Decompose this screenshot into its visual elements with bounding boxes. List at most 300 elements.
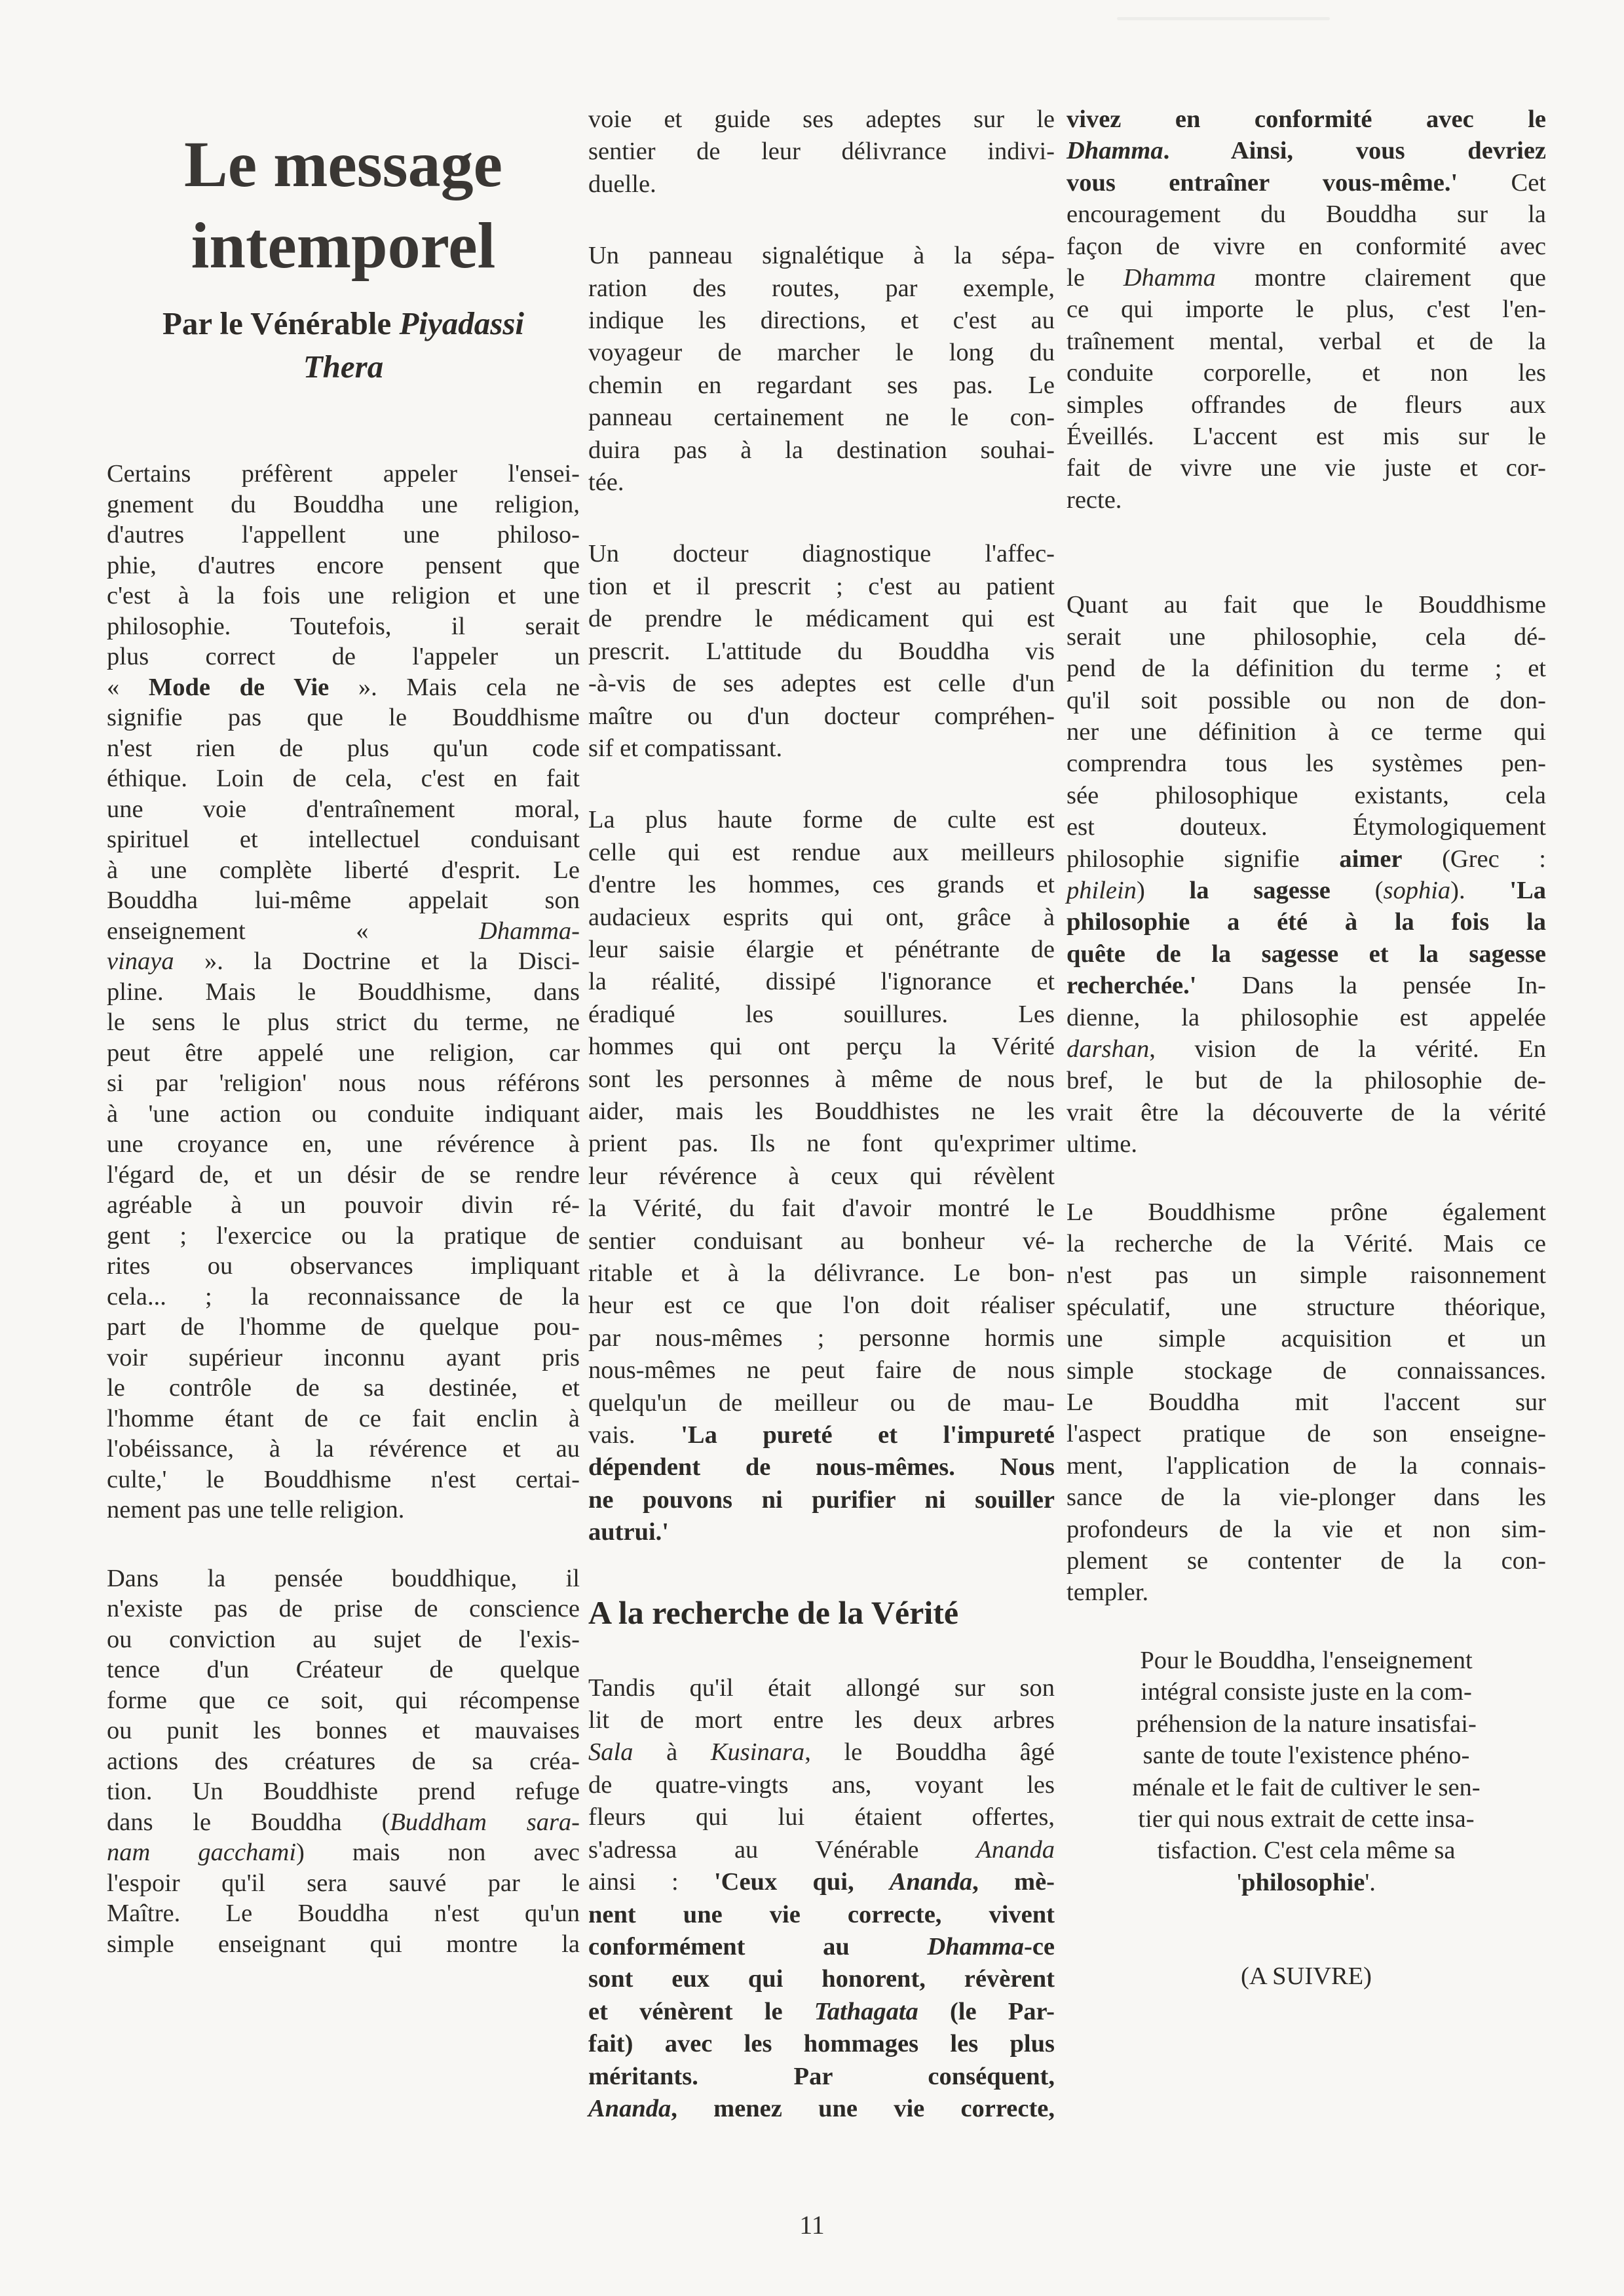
text-run: sont eux qui honorent, révèrent	[588, 1965, 1055, 1993]
text-line	[588, 1063, 1055, 1096]
text-line	[588, 1801, 1055, 1833]
paragraph	[588, 804, 1055, 1548]
text-run: phie, d'autres encore pensent que	[107, 551, 580, 579]
text-line	[588, 1996, 1055, 2028]
text-run: sophia	[1383, 876, 1451, 904]
text-line	[1067, 1033, 1546, 1065]
text-line	[588, 1257, 1055, 1290]
text-line	[1067, 1292, 1546, 1323]
text-line	[588, 1736, 1055, 1769]
text-line	[1067, 1355, 1546, 1387]
text-line	[588, 305, 1055, 337]
text-line	[107, 977, 580, 1008]
text-run: sentier de leur délivrance indivi-	[588, 138, 1055, 166]
text-line	[588, 2028, 1055, 2060]
text-run: de prendre le médicament qui est	[588, 605, 1055, 633]
text-line	[588, 2093, 1055, 2125]
text-line	[588, 1451, 1055, 1483]
text-run: Dhamma	[1123, 264, 1216, 292]
text-line	[1067, 1708, 1546, 1740]
text-line	[588, 1516, 1055, 1548]
text-line	[107, 1624, 580, 1655]
section-heading	[588, 1592, 1055, 1633]
text-run: conformément au	[588, 1932, 928, 1961]
text-line	[1067, 1450, 1546, 1482]
text-run: Dans la pensée bouddhique, il	[107, 1564, 580, 1592]
text-line	[107, 1868, 580, 1899]
text-run: templer.	[1067, 1578, 1149, 1607]
text-run: Un panneau signalétique à la sépa-	[588, 242, 1055, 270]
text-line	[1067, 906, 1546, 938]
text-run: quête de la sagesse et la sagesse	[1067, 940, 1546, 968]
text-line	[588, 1322, 1055, 1354]
text-run: heur est ce que l'on doit réaliser	[588, 1292, 1055, 1320]
text-run: éradiqué les souillures. Les	[588, 1000, 1055, 1028]
text-run: 'La pureté et l'impureté	[681, 1421, 1055, 1449]
text-line	[1067, 1323, 1546, 1354]
text-run: recherchée.'	[1067, 972, 1197, 1000]
text-line	[1067, 1128, 1546, 1160]
text-line	[107, 702, 580, 733]
text-run: si par 'religion' nous nous référons	[107, 1069, 580, 1097]
text-run: rites ou observances impliquant	[107, 1252, 580, 1280]
text-run: -ce	[1024, 1932, 1055, 1961]
text-run: n'est pas un simple raisonnement	[1067, 1261, 1546, 1290]
text-run: culte,' le Bouddhisme n'est certai-	[107, 1465, 580, 1493]
text-line	[588, 837, 1055, 869]
text-line	[588, 668, 1055, 700]
text-line	[588, 1931, 1055, 1963]
text-line	[107, 1655, 580, 1685]
text-run: préhension de la nature insatisfai-	[1136, 1710, 1477, 1738]
article-title-line	[107, 124, 580, 205]
text-line	[1067, 1259, 1546, 1291]
text-run: autrui.'	[588, 1518, 670, 1546]
text-line	[588, 168, 1055, 201]
text-run: «	[107, 673, 149, 701]
text-line	[588, 733, 1055, 765]
text-line	[1067, 167, 1546, 199]
text-run: Par le Vénérable	[162, 305, 400, 342]
text-run: de quatre-vingts ans, voyant les	[588, 1770, 1055, 1799]
text-run: A la recherche de la Vérité	[588, 1594, 959, 1631]
text-run: quelqu'un de meilleur ou de mau-	[588, 1388, 1055, 1417]
text-run: l'aspect pratique de son enseigne-	[1067, 1420, 1546, 1448]
text-run: celle qui est rendue aux meilleurs	[588, 838, 1055, 866]
text-run: Certains préfèrent appeler l'ensei-	[107, 460, 580, 488]
text-line	[588, 700, 1055, 733]
text-line	[107, 885, 580, 916]
text-line	[588, 434, 1055, 467]
text-run: ultime.	[1067, 1130, 1137, 1158]
text-run: '.	[1365, 1868, 1376, 1896]
text-run: Sala	[588, 1738, 633, 1767]
text-run: serait une philosophie, cela dé-	[1067, 622, 1546, 651]
text-run: sif et compatissant.	[588, 734, 783, 762]
text-run: intemporel	[191, 209, 496, 282]
text-line	[107, 489, 580, 520]
text-run: cela... ; la reconnaissance de la	[107, 1282, 580, 1311]
text-run: Tathagata	[814, 1997, 918, 2025]
text-run: prescrit. L'attitude du Bouddha vis	[588, 637, 1055, 665]
text-line	[107, 1837, 580, 1868]
text-line	[107, 1495, 580, 1525]
text-run: sont les personnes à même de nous	[588, 1065, 1055, 1093]
text-line	[107, 1594, 580, 1624]
article-header	[107, 110, 580, 389]
paragraph	[588, 104, 1055, 201]
text-run: la sagesse	[1189, 876, 1331, 904]
text-run: façon de vivre en conformité avec	[1067, 232, 1546, 260]
text-line	[107, 733, 580, 764]
text-run: ritable et à la délivrance. Le bon-	[588, 1259, 1055, 1287]
text-line	[588, 273, 1055, 305]
text-line	[1067, 1835, 1546, 1866]
text-line	[107, 672, 580, 703]
text-run: ration des routes, par exemple,	[588, 274, 1055, 302]
text-run: le sens le plus strict du terme, ne	[107, 1008, 580, 1036]
text-line	[1067, 811, 1546, 843]
text-line	[588, 934, 1055, 966]
text-run: duira pas à la destination souhai-	[588, 436, 1055, 464]
text-line	[107, 1007, 580, 1038]
text-run: Éveillés. L'accent est mis sur le	[1067, 423, 1546, 451]
text-run: nement pas une telle religion.	[107, 1496, 405, 1523]
text-run: , mè-	[972, 1868, 1055, 1896]
text-run: Buddham sara-	[390, 1808, 580, 1836]
text-run: ) mais non avec	[296, 1839, 580, 1866]
text-run: 'Ceux qui,	[713, 1868, 890, 1896]
paragraph	[588, 1672, 1055, 2126]
text-run: c'est à la fois une religion et une	[107, 582, 580, 609]
text-line	[588, 999, 1055, 1031]
text-line	[107, 1343, 580, 1373]
text-line	[1067, 1387, 1546, 1418]
text-line	[107, 1251, 580, 1282]
text-run: comprendra tous les systèmes pen-	[1067, 750, 1546, 778]
text-run: sentier conduisant au bonheur vé-	[588, 1227, 1055, 1255]
text-line	[107, 916, 580, 947]
text-run: La plus haute forme de culte est	[588, 806, 1055, 834]
text-line	[1067, 748, 1546, 779]
text-line	[588, 1484, 1055, 1516]
text-line	[1067, 1002, 1546, 1033]
text-run: spirituel et intellectuel conduisant	[107, 826, 580, 853]
text-line	[1067, 653, 1546, 684]
text-run: n'est rien de plus qu'un code	[107, 734, 580, 762]
text-line	[1067, 452, 1546, 484]
text-run: ménale et le fait de cultiver le sen-	[1132, 1773, 1481, 1801]
text-run: méritants. Par conséquent,	[588, 2062, 1055, 2090]
page-number: 11	[799, 2210, 825, 2240]
text-line	[588, 370, 1055, 402]
text-run: fleurs qui lui étaient offertes,	[588, 1803, 1055, 1831]
text-line	[1067, 1645, 1546, 1676]
paragraph	[588, 240, 1055, 499]
text-run: peut être appelé une religion, car	[107, 1039, 580, 1067]
text-line	[1067, 484, 1546, 516]
text-line	[588, 1963, 1055, 1995]
text-line	[1067, 875, 1546, 906]
text-run: indique les directions, et c'est au	[588, 307, 1055, 335]
text-run: Mode de Vie	[148, 673, 330, 701]
text-line	[588, 1387, 1055, 1419]
text-run: sance de la vie-plonger dans les	[1067, 1483, 1546, 1512]
text-line	[588, 1419, 1055, 1451]
text-run: duelle.	[588, 170, 656, 198]
text-run: vivez en conformité avec le	[1067, 105, 1546, 133]
text-run: par nous-mêmes ; personne hormis	[588, 1324, 1055, 1352]
text-run: pline. Mais le Bouddhisme, dans	[107, 978, 580, 1006]
text-run: darshan	[1067, 1035, 1150, 1063]
text-line	[107, 1129, 580, 1160]
text-run: part de l'homme de quelque pou-	[107, 1313, 580, 1341]
text-line	[588, 1866, 1055, 1898]
text-run: la Vérité, du fait d'avoir montré le	[588, 1195, 1055, 1223]
text-run: sante de toute l'existence phéno-	[1142, 1742, 1470, 1770]
text-run: Pour le Bouddha, l'enseignement	[1140, 1646, 1473, 1674]
text-line	[107, 1715, 580, 1746]
text-run: philosophie	[1241, 1868, 1365, 1896]
text-line	[1067, 1514, 1546, 1545]
text-run: encouragement du Bouddha sur la	[1067, 201, 1546, 229]
text-run: recte.	[1067, 486, 1122, 514]
text-line	[107, 1190, 580, 1221]
text-line	[588, 1031, 1055, 1063]
text-run: d'entre les hommes, ces grands et	[588, 871, 1055, 899]
text-line	[1067, 231, 1546, 262]
text-run: aider, mais les Bouddhistes ne les	[588, 1097, 1055, 1125]
text-line	[588, 1592, 1055, 1633]
text-run: à	[633, 1738, 711, 1767]
text-run: vinaya	[107, 947, 174, 975]
text-line	[1067, 104, 1546, 135]
text-run: le contrôle de sa destinée, et	[107, 1374, 580, 1402]
text-run: Tandis qu'il était allongé sur son	[588, 1674, 1055, 1702]
text-run: aimer	[1339, 845, 1403, 873]
text-line	[588, 337, 1055, 369]
text-run: spéculatif, une structure théorique,	[1067, 1293, 1546, 1321]
text-run: qu'il soit possible ou non de don-	[1067, 686, 1546, 714]
text-line	[107, 1221, 580, 1252]
text-run: tisfaction. C'est cela même sa	[1157, 1837, 1456, 1865]
text-run: ou conviction au sujet de l'exis-	[107, 1625, 580, 1653]
text-line	[588, 1096, 1055, 1128]
text-line	[107, 763, 580, 794]
text-line	[1067, 843, 1546, 875]
text-run: éthique. Loin de cela, c'est en fait	[107, 765, 580, 792]
text-run: (	[1330, 876, 1384, 904]
text-line	[1067, 1482, 1546, 1513]
text-run: tence d'un Créateur de quelque	[107, 1656, 580, 1683]
text-run: à 'une action ou conduite indiquant	[107, 1100, 580, 1128]
text-line	[1067, 1740, 1546, 1771]
text-run: philosophie signifie	[1067, 845, 1340, 873]
text-line	[1067, 1961, 1546, 1992]
text-run: simple enseignant qui montre la	[107, 1930, 580, 1958]
text-line	[107, 1563, 580, 1594]
paragraph	[1067, 1961, 1546, 1992]
text-run: Piyadassi	[399, 305, 525, 342]
text-line	[107, 1776, 580, 1807]
text-line	[107, 550, 580, 581]
text-run: ner une définition à ce terme qui	[1067, 718, 1546, 746]
text-run: Ananda	[976, 1835, 1055, 1864]
text-run: Maître. Le Bouddha n'est qu'un	[107, 1900, 580, 1927]
text-run: l'obéissance, à la révérence et au	[107, 1435, 580, 1463]
text-run: plement se contenter de la con-	[1067, 1547, 1546, 1575]
text-line	[588, 1160, 1055, 1193]
text-run: fait de vivre une vie juste et cor-	[1067, 454, 1546, 482]
text-run: ne pouvons ni purifier ni souiller	[588, 1485, 1055, 1514]
text-line	[1067, 357, 1546, 389]
text-run: une croyance en, une révérence à	[107, 1130, 580, 1158]
text-run: Quant au fait que le Bouddhisme	[1067, 591, 1546, 619]
text-run: dépendent de nous-mêmes. Nous	[588, 1453, 1055, 1482]
text-line	[1067, 1418, 1546, 1449]
text-run: Dhamma-	[479, 917, 580, 945]
text-run: nent une vie correcte, vivent	[588, 1900, 1055, 1928]
text-line	[107, 1038, 580, 1069]
text-run: nous-mêmes ne peut faire de nous	[588, 1356, 1055, 1385]
text-run: , le Bouddha âgé	[804, 1738, 1055, 1767]
text-run: ». Mais cela ne	[329, 673, 580, 701]
text-run: vrait être la découverte de la vérité	[1067, 1098, 1546, 1126]
text-run: tion et il prescrit ; c'est au patient	[588, 572, 1055, 600]
text-run: Bouddha lui-même appelait son	[107, 887, 580, 914]
text-line	[107, 794, 580, 825]
text-run: Ananda	[889, 1868, 973, 1896]
text-line	[588, 402, 1055, 434]
text-run: leur saisie élargie et pénétrante de	[588, 935, 1055, 963]
text-run: est douteux. Étymologiquement	[1067, 813, 1546, 841]
text-line	[588, 966, 1055, 998]
text-line	[588, 603, 1055, 635]
text-line	[588, 1193, 1055, 1225]
paragraph	[588, 538, 1055, 765]
text-line	[588, 1290, 1055, 1322]
text-run: maître ou d'un docteur compréhen-	[588, 702, 1055, 730]
text-run: s'adressa au Vénérable	[588, 1835, 977, 1864]
text-run: simple stockage de connaissances.	[1067, 1356, 1546, 1385]
text-line	[107, 1807, 580, 1838]
text-line	[588, 1769, 1055, 1801]
text-line	[1067, 685, 1546, 716]
text-run: (le Par-	[918, 1997, 1055, 2025]
text-run: Thera	[303, 349, 384, 385]
article-title	[107, 124, 580, 286]
text-line	[1067, 1676, 1546, 1708]
text-run: ainsi :	[588, 1868, 714, 1896]
text-run: le	[1067, 264, 1124, 292]
text-line	[588, 467, 1055, 499]
text-run: pend de la définition du terme ; et	[1067, 655, 1546, 683]
text-line	[107, 946, 580, 977]
text-run: prient pas. Ils ne font qu'exprimer	[588, 1130, 1055, 1158]
text-line	[588, 538, 1055, 570]
text-run: Kusinara	[710, 1738, 805, 1767]
paragraph	[107, 459, 580, 1525]
text-run: ce qui importe le plus, c'est l'en-	[1067, 296, 1546, 324]
text-run: enseignement «	[107, 917, 480, 945]
text-run: Dans la pensée In-	[1196, 972, 1546, 1000]
text-run: tée.	[588, 469, 624, 497]
text-line	[1067, 589, 1546, 621]
text-line	[107, 1373, 580, 1404]
text-line	[588, 1128, 1055, 1160]
text-run: à une complète liberté d'esprit. Le	[107, 856, 580, 884]
text-run: Cet	[1458, 168, 1546, 197]
text-line	[107, 1312, 580, 1343]
text-run: voir supérieur inconnu ayant pris	[107, 1343, 580, 1371]
text-run: ).	[1450, 876, 1510, 904]
text-line	[1067, 1065, 1546, 1096]
text-run: fait) avec les hommages les plus	[588, 2030, 1055, 2058]
text-line	[1067, 1196, 1546, 1228]
text-run: voyageur de marcher le long du	[588, 339, 1055, 367]
text-line	[107, 824, 580, 855]
paragraph	[1067, 104, 1546, 516]
text-line	[107, 611, 580, 642]
text-line	[107, 1929, 580, 1960]
text-run: montre clairement que	[1215, 264, 1546, 292]
column-right	[1067, 104, 1546, 1993]
paragraph	[107, 1563, 580, 1960]
text-line	[107, 1898, 580, 1929]
text-run: , vision de la vérité. En	[1149, 1035, 1546, 1063]
text-run: audacieux esprits qui ont, grâce à	[588, 903, 1055, 931]
text-line	[1067, 1577, 1546, 1608]
text-run: Ananda	[588, 2094, 671, 2122]
text-line	[107, 1099, 580, 1130]
text-run: une voie d'entraînement moral,	[107, 795, 580, 823]
text-line	[588, 1704, 1055, 1736]
text-run: ou punit les bonnes et mauvaises	[107, 1717, 580, 1744]
text-line	[588, 2061, 1055, 2093]
text-run: panneau certainement ne le con-	[588, 404, 1055, 432]
text-line	[588, 902, 1055, 934]
text-run: dienne, la philosophie est appelée	[1067, 1003, 1546, 1031]
paragraph	[1067, 1645, 1546, 1898]
text-run: ». la Doctrine et la Disci-	[174, 947, 580, 975]
text-run: gnement du Bouddha une religion,	[107, 490, 580, 518]
text-line	[107, 1464, 580, 1495]
text-run: l'homme étant de ce fait enclin à	[107, 1404, 580, 1432]
text-line	[107, 1404, 580, 1434]
text-run: '	[1237, 1868, 1242, 1896]
column-left	[107, 459, 580, 1959]
text-run: profondeurs de la vie et non sim-	[1067, 1515, 1546, 1543]
text-run: d'autres l'appellent une philoso-	[107, 521, 580, 548]
text-run: tier qui nous extrait de cette insa-	[1138, 1805, 1475, 1833]
scan-artifact-line	[1117, 17, 1330, 20]
text-line	[588, 240, 1055, 272]
text-line	[1067, 326, 1546, 357]
paragraph	[1067, 1196, 1546, 1609]
text-run: -à-vis de ses adeptes est celle d'un	[588, 670, 1055, 698]
text-run: n'existe pas de prise de conscience	[107, 1595, 580, 1622]
text-run: forme que ce soit, qui récompense	[107, 1686, 580, 1714]
text-line	[1067, 389, 1546, 421]
text-line	[1067, 1772, 1546, 1803]
paragraph	[1067, 589, 1546, 1160]
article-byline-line	[107, 345, 580, 389]
text-line	[1067, 1228, 1546, 1259]
text-run: simples offrandes de fleurs aux	[1067, 391, 1546, 419]
text-run: agréable à un pouvoir divin ré-	[107, 1191, 580, 1219]
text-run: traînement mental, verbal et de la	[1067, 327, 1546, 355]
text-run: dans le Bouddha (	[107, 1808, 390, 1836]
